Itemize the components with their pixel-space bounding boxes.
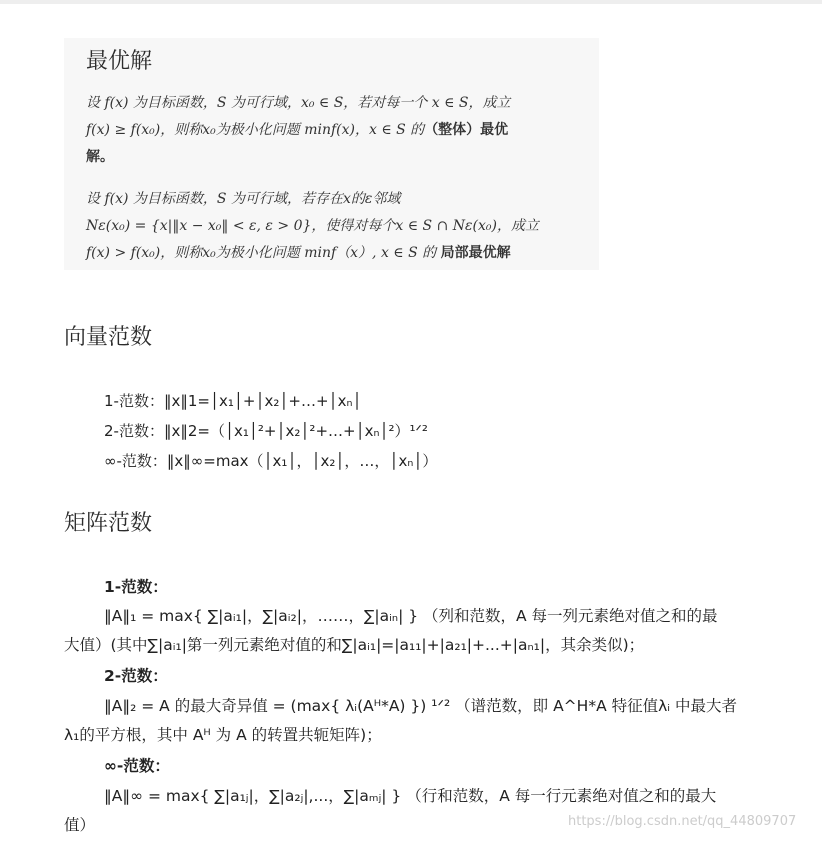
matrix-norminf-label: ∞-范数： (104, 757, 170, 775)
matrix-norminf-line-2: 值） (64, 816, 96, 834)
global-line-2 (86, 119, 508, 139)
matrix-norminf-line-1: ‖A‖∞ = max{ ∑|a₁ⱼ|，∑|a₂ⱼ|,...，∑|aₘⱼ| } （行和范数，A 每一行元素绝对值之和的最大 (104, 787, 717, 805)
local-line-3-text: f(x) > f(x₀)，则称x₀为极小化问题 minf（x）, x ∈ S 的 (86, 245, 437, 261)
global-line-2-text: f(x) ≥ f(x₀)，则称x₀为极小化问题 minf(x)，x ∈ S 的 (86, 122, 425, 138)
local-line-1: 设 f(x) 为目标函数，S 为可行域，若存在x的ε邻域 (86, 191, 401, 207)
heading-optimal: 最优解 (86, 49, 153, 74)
matrix-norm1-line-1: ‖A‖₁ = max{ ∑|aᵢ₁|，∑|aᵢ₂|，……，∑|aᵢₙ| } （列和范数，A 每一列元素绝对值之和的最 (104, 607, 718, 625)
local-line-2: Nε(x₀) = {x|‖x − x₀‖ < ε, ε > 0}，使得对每个x ∈ S ∩ Nε(x₀)，成立 (86, 218, 539, 234)
matrix-norm2-line-2: λ₁的平方根，其中 Aᴴ 为 A 的转置共轭矩阵)； (64, 726, 382, 744)
top-divider (0, 0, 822, 4)
global-line-3: 解。 (86, 149, 114, 165)
vector-norm-2: 2-范数：‖x‖2=（│x₁│²+│x₂│²+…+│xₙ│²）¹ᐟ² (104, 422, 428, 440)
global-line-1: 设 f(x) 为目标函数，S 为可行域，x₀ ∈ S，若对每一个 x ∈ S，成立 (86, 95, 511, 111)
local-term: 局部最优解 (440, 245, 511, 261)
matrix-norm1-line-2: 大值）(其中∑|aᵢ₁|第一列元素绝对值的和∑|aᵢ₁|=|a₁₁|+|a₂₁|+...+|aₙ₁|，其余类似)； (64, 636, 645, 654)
matrix-norm1-label: 1-范数： (104, 578, 168, 596)
vector-norm-inf: ∞-范数：‖x‖∞=max（│x₁│，│x₂│，…，│xₙ│） (104, 452, 438, 470)
heading-matrix-norms: 矩阵范数 (64, 511, 153, 536)
local-line-3 (86, 242, 511, 262)
global-term: （整体）最优 (424, 122, 509, 138)
matrix-norm2-label: 2-范数： (104, 667, 168, 685)
heading-vector-norms: 向量范数 (64, 325, 153, 350)
vector-norm-1: 1-范数：‖x‖1=│x₁│+│x₂│+…+│xₙ│ (104, 392, 362, 410)
matrix-norm2-line-1: ‖A‖₂ = A 的最大奇异值 = (max{ λᵢ(Aᴴ*A) }) ¹ᐟ² （谱范数，即 A^H*A 特征值λᵢ 中最大者 (104, 697, 737, 715)
watermark: https://blog.csdn.net/qq_44809707 (568, 814, 797, 829)
